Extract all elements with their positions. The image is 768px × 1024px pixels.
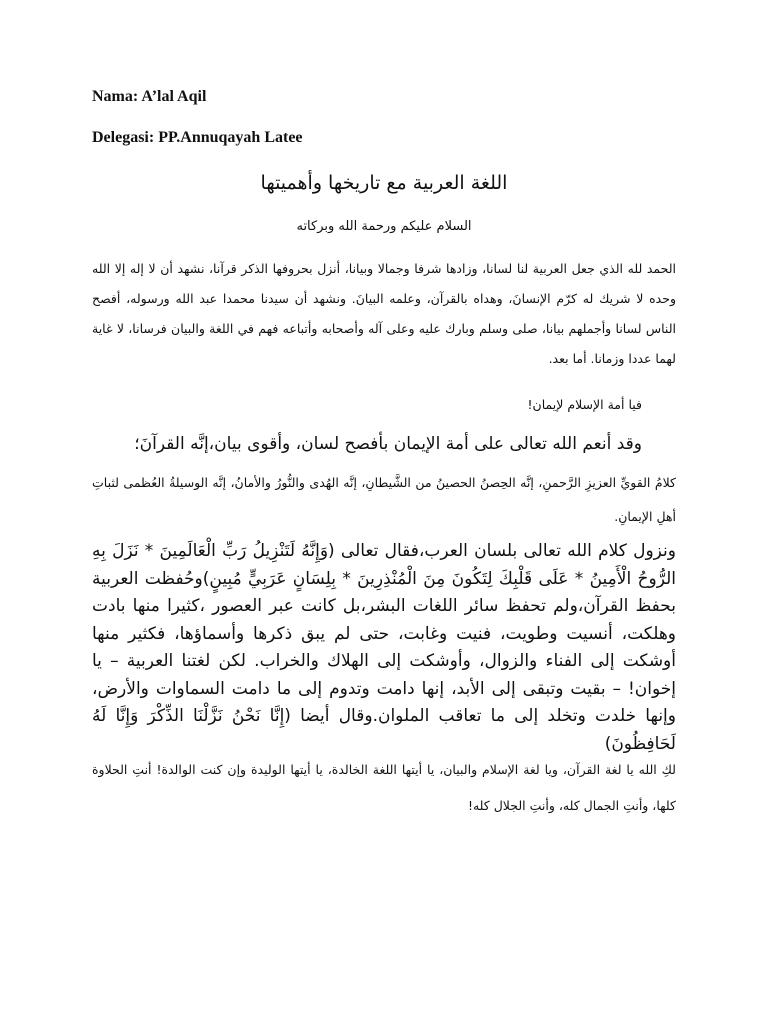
paragraph-intro: الحمد لله الذي جعل العربية لنا لسانا، وزادها شرفا وجمالا وبيانا، أنزل بحروفها الذكر قرآنا، نشهد أن لا إله إلا الله وحده لا شريك له كرّم الإنسانَ، وهداه بالقرآن، وعلمه البيانَ. ونشهد أن سيدنا محمدا عبد الله ورسوله، أفصح الناس لسانا وأجملهم بيانا، صلى وسلم وبارك عليه وعلى آله وأصحابه وأتباعه فهم في اللغة والبيان فرسانا، لا غاية لهما عددا وزمانا. أما بعد. bbox=[92, 261, 676, 366]
address-line: فيا أمة الإسلام لإيمان! bbox=[527, 397, 642, 412]
paragraph-preservation: ونزول كلام الله تعالى بلسان العرب،فقال تعالى (وَإِنَّهُ لَتَنْزِيلُ رَبِّ الْعَالَمِينَ * نَزَلَ بِهِ الرُّوحُ الْأَمِينُ * عَلَى قَلْبِكَ لِتَكُونَ مِنَ الْمُنْذِرِينَ * بِلِسَانٍ عَرَبِيٍّ مُبِينٍ)وحُفظت العربية بحفظ القرآن،ولم تحفظ سائر اللغات البشر،بل كانت عبر العصور ،كثيرا منها بادت وهلكت، أنسيت وطويت، فنيت وغابت، حتى لم يبق ذكرها وأسماؤها، فكثير منها أوشكت إلى الفناء والزوال، وأوشكت إلى الهلاك والخراب. لكن لغتنا العربية – يا إخوان! – بقيت وتبقى إلى الأبد، إنها دامت وتدوم إلى ما دامت السماوات والأرض، وإنها خلدت وتخلد إلى ما تعاقب الملوان.وقال أيضا (إِنَّا نَحْنُ نَزَّلْنَا الذِّكْرَ وَإِنَّا لَهُ لَحَافِظُونَ) bbox=[92, 541, 676, 754]
name-line: Nama: A’lal Aqil bbox=[92, 88, 207, 105]
paragraph-quran-qualities: كلامُ القويِّ العزيزِ الرَّحمنِ، إنَّه الحِصنُ الحصينُ من الشَّيطانِ، إنَّه الهُدى والنُّورُ والأمانُ، إنَّه الوسيلةُ العُظمى لثباتِ أهلِ الإيمانِ. bbox=[92, 475, 676, 524]
paragraph-blessing-intro: وقد أنعم الله تعالى على أمة الإيمان بأفصح لسان، وأقوى بيان،إنَّه القرآنَ؛ bbox=[134, 434, 642, 454]
greeting: السلام عليكم ورحمة الله وبركاته bbox=[296, 219, 472, 234]
name-value: A’lal Aqil bbox=[141, 88, 207, 105]
delegation-line: Delegasi: PP.Annuqayah Latee bbox=[92, 129, 303, 146]
delegation-label: Delegasi bbox=[92, 129, 149, 146]
name-label: Nama bbox=[92, 88, 133, 105]
delegation-value: PP.Annuqayah Latee bbox=[158, 129, 303, 146]
document-title: اللغة العربية مع تاريخها وأهميتها bbox=[260, 172, 508, 194]
paragraph-closing: لكِ الله يا لغة القرآن، ويا لغة الإسلام والبيان، يا أيتها اللغة الخالدة، يا أيتها الوليدة وإن كنت الوالدة! أنتِ الحلاوة كلها، وأنتِ الجمال كله، وأنتِ الجلال كله! bbox=[92, 762, 676, 813]
